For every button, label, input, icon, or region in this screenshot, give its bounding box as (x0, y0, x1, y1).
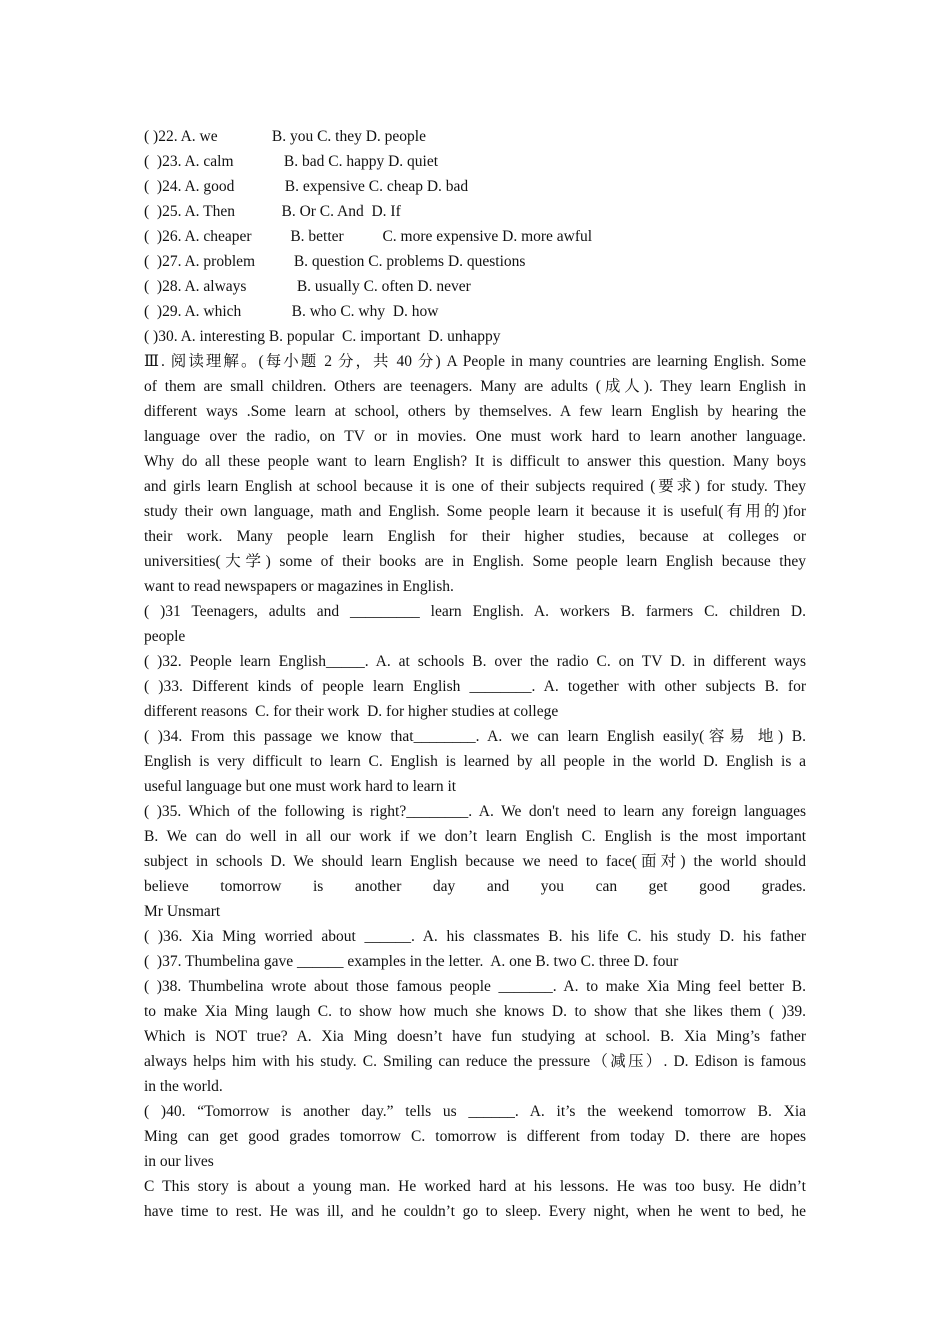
text-line: ( )30. A. interesting B. popular C. important D. unhappy (144, 328, 501, 345)
text-line: language over the radio, on TV or in movies. One must work hard to learn another language. (144, 428, 806, 445)
text-line: to make Xia Ming laugh C. to show how much she knows D. to show that she likes them ( )39. (144, 1003, 806, 1020)
text-line: useful language but one must work hard to learn it (144, 778, 457, 795)
exam-text-block (144, 124, 806, 1224)
text-line: different reasons C. for their work D. for higher studies at college (144, 703, 559, 720)
text-line: want to read newspapers or magazines in English. (144, 578, 454, 595)
text-line: ( )37. Thumbelina gave ______ examples in the letter. A. one B. two C. three D. four (144, 953, 679, 970)
text-line: Mr Unsmart (144, 903, 221, 920)
text-line: Ⅲ. 阅读理解。(每小题 2 分，共 40 分) A People in many countries are learning English. Some (144, 353, 806, 370)
text-line: Which is NOT true? A. Xia Ming doesn’t have fun studying at school. B. Xia Ming’s father (144, 1028, 806, 1045)
text-line: believe tomorrow is another day and you can get good grades. (144, 878, 806, 895)
text-line: in the world. (144, 1078, 223, 1095)
text-line: ( )25. A. Then B. Or C. And D. If (144, 203, 401, 220)
text-line: ( )27. A. problem B. question C. problems D. questions (144, 253, 526, 270)
text-line: universities(大学) some of their books are in English. Some people learn English because they (144, 553, 806, 570)
text-line: always helps him with his study. C. Smiling can reduce the pressure（减压）. D. Edison is famous (144, 1053, 806, 1070)
text-line: subject in schools D. We should learn English because we need to face(面对) the world should (144, 853, 806, 870)
text-line: C This story is about a young man. He worked hard at his lessons. He was too busy. He didn’t (144, 1178, 806, 1195)
text-line: ( )34. From this passage we know that________. A. we can learn English easily(容易 地) B. (144, 728, 806, 745)
text-line: ( )26. A. cheaper B. better C. more expensive D. more awful (144, 228, 593, 245)
text-line: and girls learn English at school because it is one of their subjects required (要求) for study. They (144, 478, 806, 495)
text-line: ( )29. A. which B. who C. why D. how (144, 303, 439, 320)
text-line: ( )35. Which of the following is right?________. A. We don't need to learn any foreign languages (144, 803, 806, 820)
text-line: Ming can get good grades tomorrow C. tomorrow is different from today D. there are hopes (144, 1128, 806, 1145)
text-line: ( )23. A. calm B. bad C. happy D. quiet (144, 153, 439, 170)
text-line: ( )36. Xia Ming worried about ______. A. his classmates B. his life C. his study D. his father (144, 928, 806, 945)
text-line: study their own language, math and English. Some people learn it because it is useful(有用的)for (144, 503, 806, 520)
text-line: in our lives (144, 1153, 214, 1170)
text-line: ( )38. Thumbelina wrote about those famous people _______. A. to make Xia Ming feel better B. (144, 978, 806, 995)
text-line: B. We can do well in all our work if we don’t learn English C. English is the most important (144, 828, 806, 845)
text-line: ( )28. A. always B. usually C. often D. never (144, 278, 471, 295)
text-line: ( )33. Different kinds of people learn English ________. A. together with other subjects B. for (144, 678, 806, 695)
text-line: different ways .Some learn at school, others by themselves. A few learn English by hearing the (144, 403, 806, 420)
text-line: English is very difficult to learn C. English is learned by all people in the world D. English is a (144, 753, 806, 770)
text-line: of them are small children. Others are teenagers. Many are adults (成人). They learn English in (144, 378, 806, 395)
text-line: people (144, 628, 186, 645)
text-line: ( )40. “Tomorrow is another day.” tells us ______. A. it’s the weekend tomorrow B. Xia (144, 1103, 806, 1120)
text-line: Why do all these people want to learn English? It is difficult to answer this question. Many boys (144, 453, 806, 470)
text-line: ( )32. People learn English_____. A. at schools B. over the radio C. on TV D. in different ways (144, 653, 806, 670)
text-line: ( )24. A. good B. expensive C. cheap D. bad (144, 178, 469, 195)
text-line: ( )22. A. we B. you C. they D. people (144, 128, 426, 145)
text-line: have time to rest. He was ill, and he couldn’t go to sleep. Every night, when he went to bed, he (144, 1203, 806, 1220)
text-line: their work. Many people learn English for their higher studies, because at colleges or (144, 528, 806, 545)
text-line: ( )31 Teenagers, adults and _________ learn English. A. workers B. farmers C. children D. (144, 603, 806, 620)
